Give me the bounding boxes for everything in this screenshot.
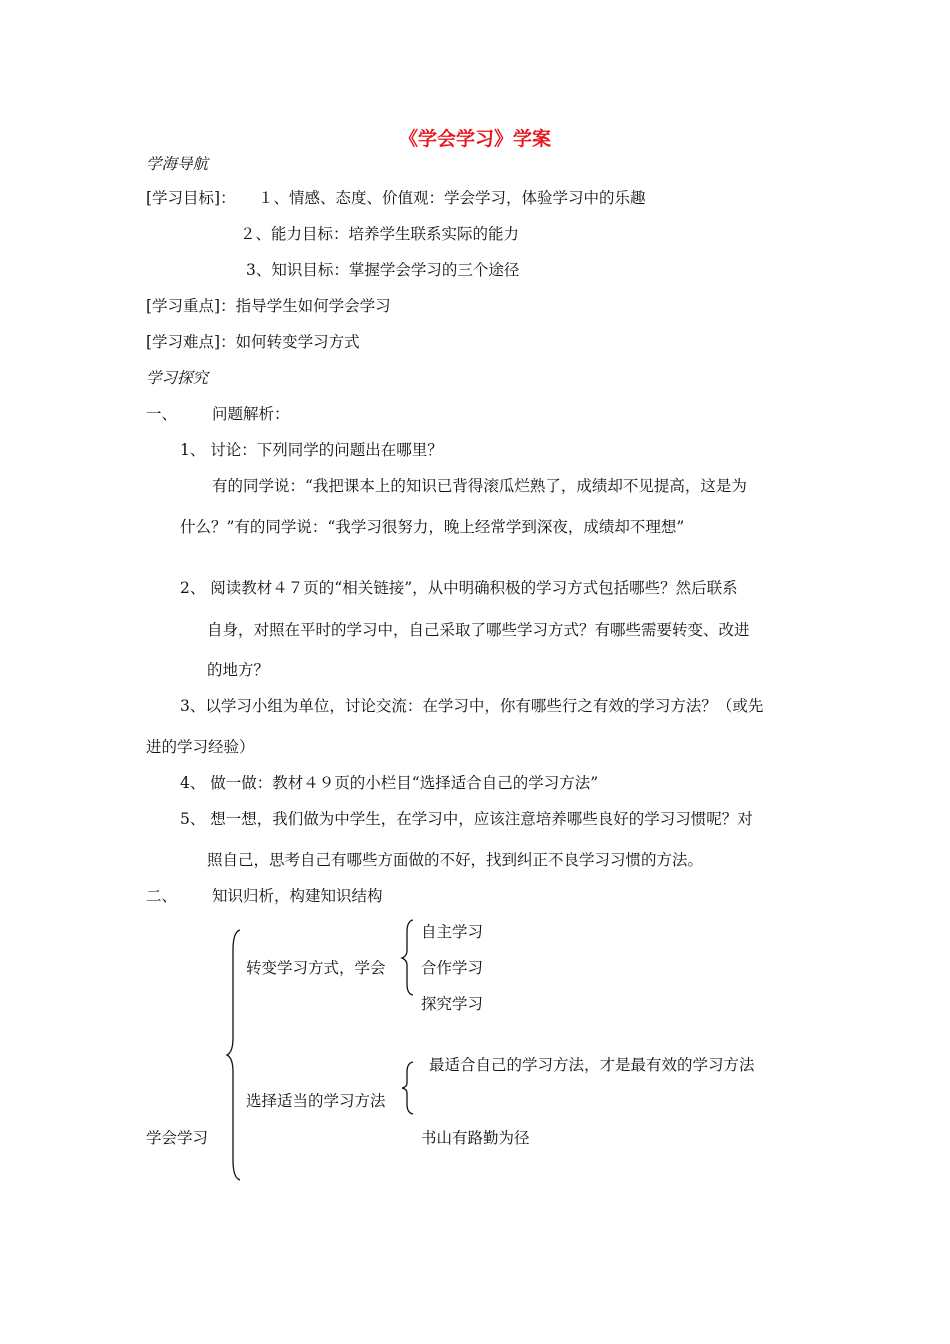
structure-root: 学会学习 (146, 1129, 209, 1147)
q2-line2: 自身，对照在平时的学习中，自己采取了哪些学习方式？有哪些需要转变、改进 (207, 621, 750, 639)
nav-heading: 学海导航 (146, 155, 209, 173)
branch2-item-2: 书山有路勤为径 (421, 1129, 530, 1147)
branch1-brace (400, 918, 416, 996)
q1-line2: 什么？”有的同学说：“我学习很努力，晚上经常学到深夜，成绩却不理想” (180, 518, 685, 536)
branch1-label: 转变学习方式，学会 (246, 959, 386, 977)
q1-line1: 有的同学说：“我把课本上的知识已背得滚瓜烂熟了，成绩却不见提高，这是为 (212, 477, 747, 495)
section1-label: 问题解析： (212, 405, 290, 423)
branch1-item-3: 探究学习 (421, 995, 484, 1013)
section1-number: 一、 (146, 405, 178, 423)
difficulty: [学习难点]：如何转变学习方式 (146, 333, 360, 351)
q5-line2: 照自己，思考自己有哪些方面做的不好，找到纠正不良学习习惯的方法。 (207, 851, 704, 869)
section2-label: 知识归析，构建知识结构 (212, 887, 383, 905)
q2-line1: 2、 阅读教材４７页的“相关链接”，从中明确积极的学习方式包括哪些？然后联系 (180, 579, 738, 597)
q1-head: 1、 讨论：下列同学的问题出在哪里？ (180, 441, 443, 459)
key-point: [学习重点]：指导学生如何学会学习 (146, 297, 391, 315)
explore-heading: 学习探究 (146, 369, 209, 387)
goals-label: [学习目标]： (146, 189, 236, 207)
main-brace (224, 926, 244, 1184)
goal-item-3: 3、知识目标：掌握学会学习的三个途径 (246, 261, 520, 279)
section2-number: 二、 (146, 887, 178, 905)
q5-line1: 5、 想一想，我们做为中学生，在学习中，应该注意培养哪些良好的学习习惯呢？对 (180, 810, 753, 828)
branch2-brace (400, 1060, 416, 1116)
goal-item-1: １、情感、态度、价值观：学会学习，体验学习中的乐趣 (258, 189, 646, 207)
branch2-item-1: 最适合自己的学习方法，才是最有效的学习方法 (429, 1056, 755, 1074)
goal-item-2: ２、能力目标：培养学生联系实际的能力 (240, 225, 520, 243)
branch1-item-2: 合作学习 (421, 959, 484, 977)
branch1-item-1: 自主学习 (421, 923, 484, 941)
q3-line2: 进的学习经验） (146, 738, 255, 756)
q3-line1: 3、以学习小组为单位，讨论交流：在学习中，你有哪些行之有效的学习方法？（或先 (180, 697, 764, 715)
page-title: 《学会学习》学案 (398, 128, 551, 150)
q4: 4、 做一做：教材４９页的小栏目“选择适合自己的学习方法” (180, 774, 599, 792)
q2-line3: 的地方？ (207, 661, 270, 679)
branch2-label: 选择适当的学习方法 (246, 1092, 386, 1110)
